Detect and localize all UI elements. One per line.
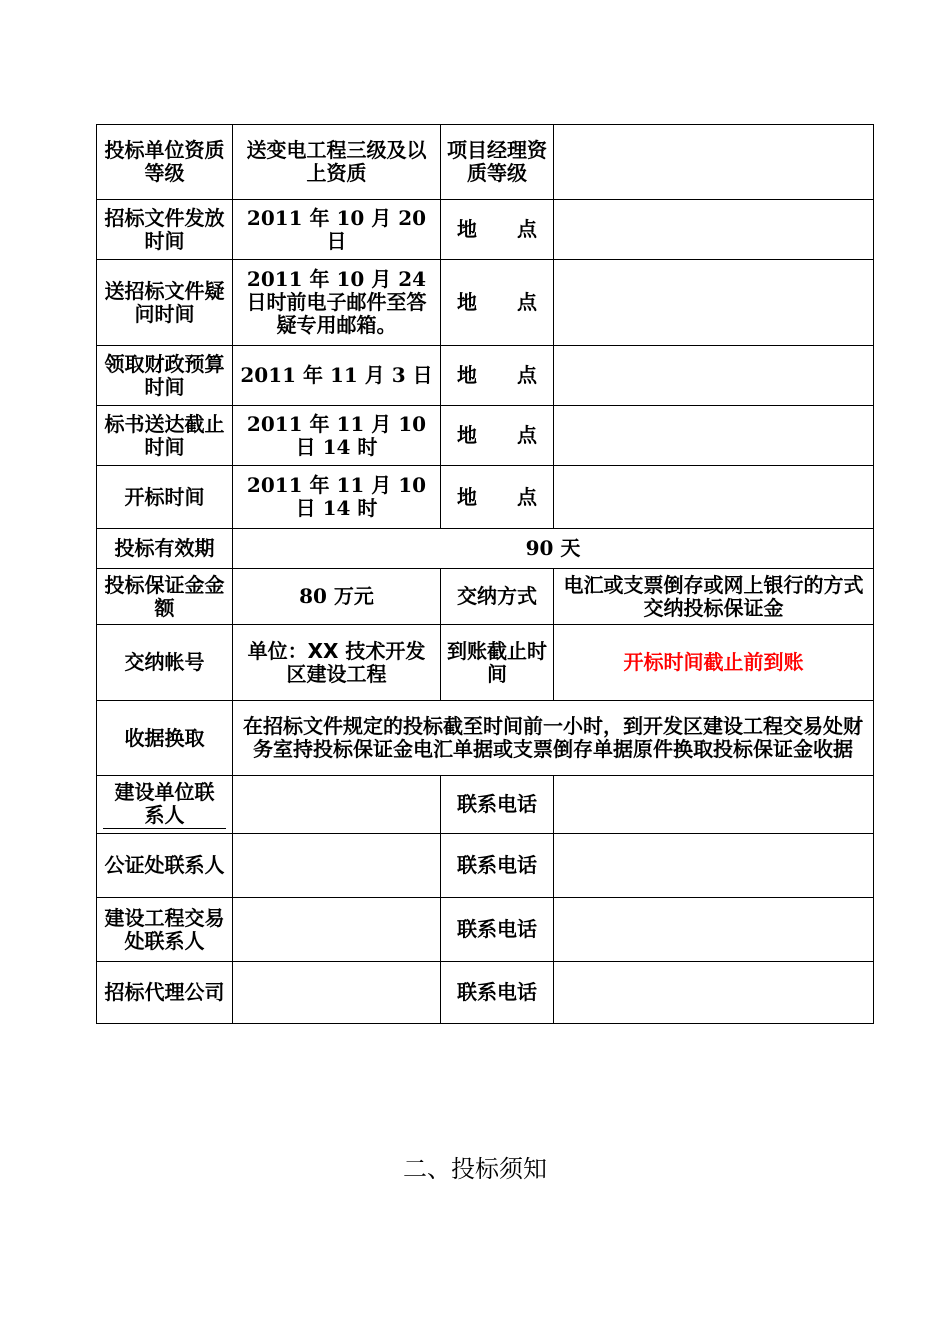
value-query-time: 2011 年 10 月 24 日时前电子邮件至答疑专用邮箱。 — [233, 260, 441, 346]
label-deposit: 投标保证金金额 — [97, 569, 233, 625]
label-qualification: 投标单位资质等级 — [97, 125, 233, 200]
value-notary-contact — [233, 834, 441, 898]
value-qualification: 送变电工程三级及以上资质 — [233, 125, 441, 200]
row-notary-contact — [97, 834, 874, 898]
label-validity: 投标有效期 — [97, 529, 233, 569]
label-receipt: 收据换取 — [97, 701, 233, 776]
value-issue-location — [554, 200, 874, 260]
label-exchange-phone: 联系电话 — [441, 898, 554, 962]
value-receipt: 在招标文件规定的投标截至时间前一小时，到开发区建设工程交易处财务室持投标保证金电汇单据或支票倒存单据原件换取投标保证金收据 — [233, 701, 874, 776]
row-issue-time — [97, 200, 874, 260]
value-budget-location — [554, 346, 874, 406]
value-account: 单位：XX 技术开发区建设工程 — [233, 625, 441, 701]
label-deadline: 标书送达截止时间 — [97, 406, 233, 466]
row-account — [97, 625, 874, 701]
row-agency — [97, 962, 874, 1024]
value-validity: 90 天 — [233, 529, 874, 569]
value-issue-time: 2011 年 10 月 20 日 — [233, 200, 441, 260]
value-opening: 2011 年 11 月 10 日 14 时 — [233, 466, 441, 529]
label-notary-phone: 联系电话 — [441, 834, 554, 898]
row-query-time — [97, 260, 874, 346]
value-notary-phone — [554, 834, 874, 898]
label-builder-phone: 联系电话 — [441, 776, 554, 834]
label-builder-contact: 建设单位联系人 — [97, 776, 233, 834]
row-deposit — [97, 569, 874, 625]
value-deadline-location — [554, 406, 874, 466]
label-agency-phone: 联系电话 — [441, 962, 554, 1024]
label-budget-location: 地 点 — [441, 346, 554, 406]
value-builder-phone — [554, 776, 874, 834]
label-issue-location: 地 点 — [441, 200, 554, 260]
row-receipt — [97, 701, 874, 776]
value-pm-qualification — [554, 125, 874, 200]
label-pm-qualification: 项目经理资质等级 — [441, 125, 554, 200]
value-query-location — [554, 260, 874, 346]
label-account: 交纳帐号 — [97, 625, 233, 701]
label-arrival-deadline: 到账截止时间 — [441, 625, 554, 701]
label-payment-method: 交纳方式 — [441, 569, 554, 625]
label-query-location: 地 点 — [441, 260, 554, 346]
bid-info-table — [96, 124, 874, 1024]
row-deadline — [97, 406, 874, 466]
label-opening: 开标时间 — [97, 466, 233, 529]
label-notary-contact: 公证处联系人 — [97, 834, 233, 898]
value-deposit: 80 万元 — [233, 569, 441, 625]
row-builder-contact — [97, 776, 874, 834]
label-issue-time: 招标文件发放时间 — [97, 200, 233, 260]
section-title: 二、投标须知 — [403, 1155, 547, 1183]
value-exchange-contact — [233, 898, 441, 962]
label-opening-location: 地 点 — [441, 466, 554, 529]
value-arrival-deadline: 开标时间截止前到账 — [554, 625, 874, 701]
label-query-time: 送招标文件疑问时间 — [97, 260, 233, 346]
label-exchange-contact: 建设工程交易处联系人 — [97, 898, 233, 962]
value-exchange-phone — [554, 898, 874, 962]
label-deadline-location: 地 点 — [441, 406, 554, 466]
value-deadline: 2011 年 11 月 10 日 14 时 — [233, 406, 441, 466]
row-opening — [97, 466, 874, 529]
label-budget-time: 领取财政预算时间 — [97, 346, 233, 406]
row-validity — [97, 529, 874, 569]
value-payment-method: 电汇或支票倒存或网上银行的方式交纳投标保证金 — [554, 569, 874, 625]
value-budget-time: 2011 年 11 月 3 日 — [233, 346, 441, 406]
row-exchange-contact — [97, 898, 874, 962]
row-qualification — [97, 125, 874, 200]
value-agency — [233, 962, 441, 1024]
value-opening-location — [554, 466, 874, 529]
value-builder-contact — [233, 776, 441, 834]
value-agency-phone — [554, 962, 874, 1024]
row-budget-time — [97, 346, 874, 406]
label-agency: 招标代理公司 — [97, 962, 233, 1024]
